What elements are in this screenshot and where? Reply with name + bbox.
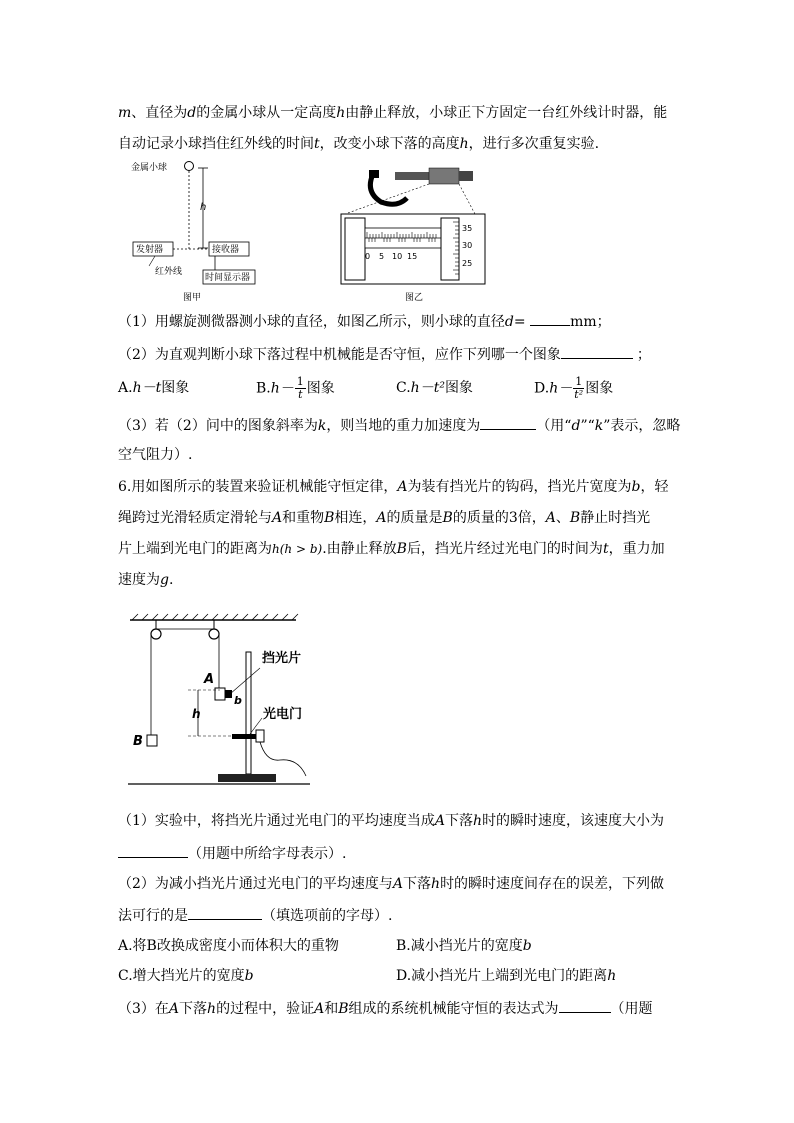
q2-option-c[interactable]: C.h－t²图象 — [396, 380, 473, 396]
stand-base — [218, 774, 276, 782]
sub-question-2: （2）为减小挡光片通过光电门的平均速度与A下落h时的瞬时速度间存在的误差，下列做 — [118, 876, 665, 892]
sub-question-1: （1）实验中，将挡光片通过光电门的平均速度当成A下落h时的瞬时速度，该速度大小为 — [118, 813, 665, 829]
s2-option-c[interactable]: C.增大挡光片的宽度b — [118, 968, 254, 984]
intro-line-1: m、直径为d的金属小球从一定高度h由静止释放，小球正下方固定一台红外线计时器，能 — [118, 105, 668, 121]
fig1-caption: 图甲 — [183, 293, 202, 303]
photogate — [256, 730, 264, 742]
thimble-30: 30 — [462, 241, 473, 250]
answer-blank-speed[interactable] — [118, 843, 188, 858]
shutter-label: 挡光片 — [262, 651, 302, 666]
figure-jia — [125, 158, 285, 303]
sub-question-2-cont: 法可行的是 （填选项前的字母）. — [118, 905, 392, 926]
stand-pole — [246, 652, 251, 774]
emitter-label: 发射器 — [136, 245, 164, 255]
label-a: A — [204, 672, 215, 687]
weight-b — [147, 735, 157, 746]
main-scale-5: 5 — [379, 252, 385, 261]
photogate-cable — [260, 742, 306, 776]
timer-label: 时间显示器 — [205, 273, 251, 283]
question-1: （1）用螺旋测微器测小球的直径，如图乙所示，则小球的直径d= mm； — [118, 311, 611, 332]
figure-yi — [335, 160, 495, 305]
question-3: （3）若（2）问中的图象斜率为k，则当地的重力加速度为 （用“d”“k”表示，忽略 — [118, 415, 680, 436]
ball-label: 金属小球 — [131, 163, 168, 173]
answer-blank-expression[interactable] — [559, 998, 611, 1013]
main-scale-10: 10 — [392, 252, 403, 261]
micrometer-thimble — [429, 168, 459, 184]
pulley-left-icon — [151, 629, 161, 639]
s2-option-a[interactable]: A.将B改换成密度小而体积大的重物 — [118, 938, 339, 954]
fraction-1-over-t-squared: $\frac{1}{\text{t²}}$ — [574, 375, 584, 401]
sub-question-1-cont: （用题中所给字母表示）. — [118, 843, 346, 864]
problem-6-line-3: 片上端到光电门的距离为h(h > b).由静止释放B后，挡光片经过光电门的时间为t，重力加 — [118, 541, 665, 557]
var-m: m — [118, 105, 132, 121]
question-2: （2）为直观判断小球下落过程中机械能是否守恒，应作下列哪一个图象 ； — [118, 344, 651, 365]
q2-option-d[interactable]: D.h－ $\frac{1}{\text{t²}}$ 图象 — [534, 375, 614, 401]
s2-option-b[interactable]: B.减小挡光片的宽度b — [396, 938, 532, 954]
answer-blank-gravity[interactable] — [480, 415, 536, 430]
sub-question-3: （3）在A下落h的过程中，验证A和B组成的系统机械能守恒的表达式为 （用题 — [118, 998, 653, 1019]
gate-label: 光电门 — [263, 707, 303, 722]
h-label: h — [200, 202, 207, 213]
problem-6-line-4: 速度为g. — [118, 572, 174, 588]
answer-blank-method[interactable] — [188, 905, 262, 920]
receiver-label: 接收器 — [212, 245, 240, 255]
thimble-25: 25 — [462, 259, 473, 268]
label-h: h — [192, 707, 201, 721]
ir-line-label: 红外线 — [155, 267, 183, 277]
intro-line-2: 自动记录小球挡住红外线的时间t，改变小球下落的高度h，进行多次重复实验. — [118, 136, 600, 152]
answer-blank-diameter[interactable] — [530, 311, 570, 326]
main-scale-15: 15 — [407, 252, 418, 261]
label-b-width: b — [234, 694, 242, 707]
fraction-1-over-t: $\frac{1}{t}$ — [296, 375, 304, 401]
fig2-caption: 图乙 — [405, 293, 424, 303]
main-scale-0: 0 — [365, 252, 371, 261]
figure-pulley-setup — [120, 612, 325, 792]
problem-6-line-2: 绳跨过光滑轻质定滑轮与A和重物B相连，A的质量是B的质量的3倍，A、B静止时挡光 — [118, 510, 651, 526]
q2-option-a[interactable]: A.h－t图象 — [118, 380, 190, 396]
q2-option-b[interactable]: B.h－ $\frac{1}{t}$ 图象 — [256, 375, 335, 401]
shutter-plate — [225, 690, 232, 698]
answer-blank-graph[interactable] — [561, 344, 633, 359]
thimble-scale — [441, 218, 459, 280]
problem-6-line-1: 6.用如图所示的装置来验证机械能守恒定律，A为装有挡光片的钩码，挡光片宽度为b，轻 — [118, 479, 669, 495]
s2-option-d[interactable]: D.减小挡光片上端到光电门的距离h — [396, 968, 617, 984]
label-b: B — [133, 734, 143, 749]
thimble-35: 35 — [462, 224, 473, 233]
ball-icon — [185, 162, 194, 171]
pulley-right-icon — [209, 629, 219, 639]
question-3-cont: 空气阻力）. — [118, 447, 193, 463]
